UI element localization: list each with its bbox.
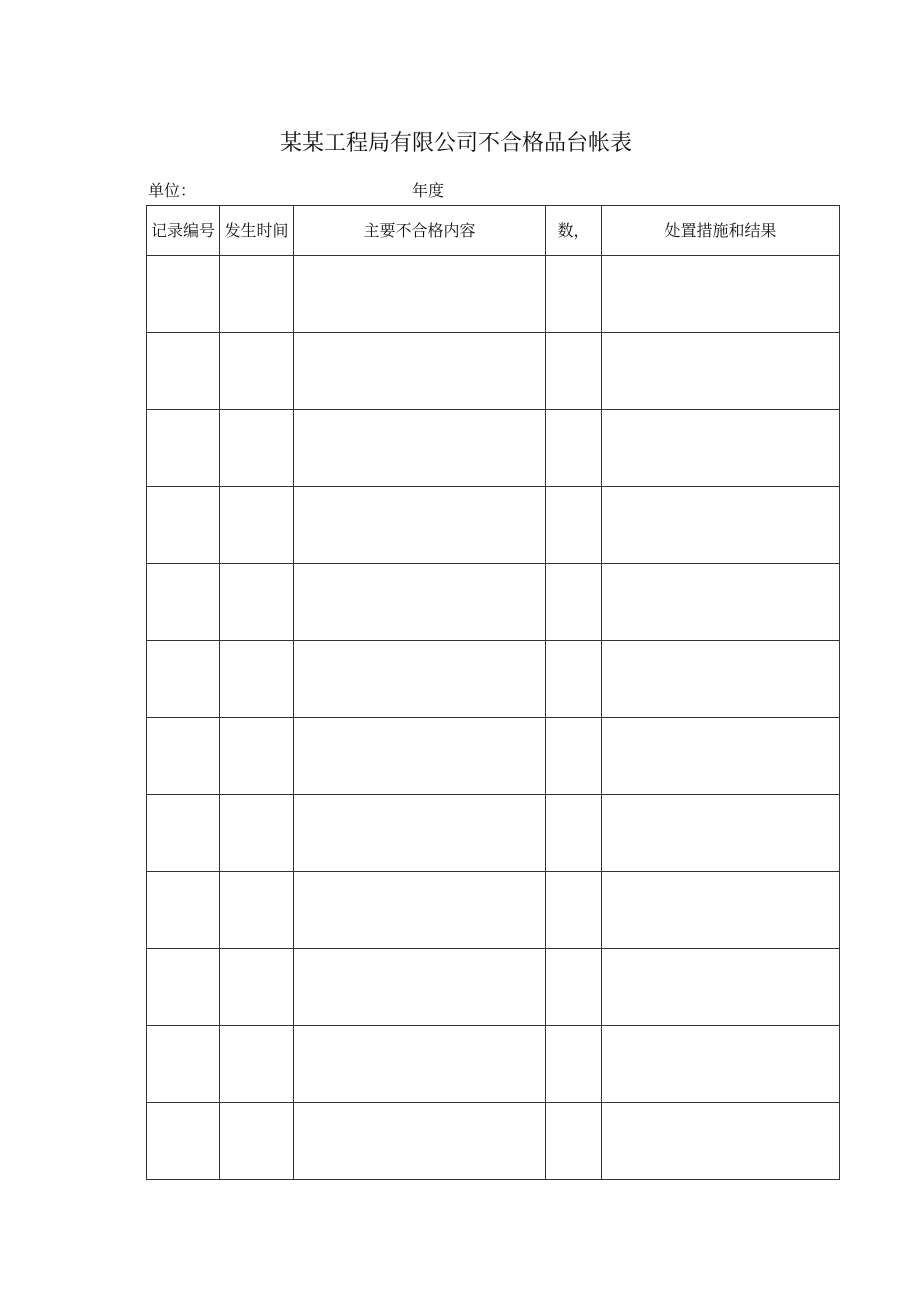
quantity-cell[interactable]	[546, 564, 602, 641]
quantity-cell[interactable]	[546, 718, 602, 795]
table-row	[147, 872, 840, 949]
nonconformity-cell[interactable]	[294, 410, 546, 487]
occurrence-time-cell[interactable]	[220, 1026, 294, 1103]
record-number-cell[interactable]	[147, 410, 220, 487]
occurrence-time-cell[interactable]	[220, 256, 294, 333]
nonconformity-cell[interactable]	[294, 641, 546, 718]
header-row	[147, 206, 840, 256]
record-number-cell[interactable]	[147, 795, 220, 872]
table-row	[147, 641, 840, 718]
record-number-cell[interactable]	[147, 949, 220, 1026]
quantity-cell[interactable]	[546, 333, 602, 410]
disposal-result-cell[interactable]	[602, 410, 840, 487]
nonconformity-cell[interactable]	[294, 333, 546, 410]
record-number-cell[interactable]	[147, 1103, 220, 1180]
occurrence-time-cell[interactable]	[220, 564, 294, 641]
table-row	[147, 795, 840, 872]
occurrence-time-cell[interactable]	[220, 872, 294, 949]
occurrence-time-cell[interactable]	[220, 333, 294, 410]
quantity-cell[interactable]	[546, 795, 602, 872]
table-row	[147, 333, 840, 410]
nonconformity-cell[interactable]	[294, 1103, 546, 1180]
record-number-cell[interactable]	[147, 1026, 220, 1103]
disposal-result-cell[interactable]	[602, 949, 840, 1026]
table-row	[147, 256, 840, 333]
record-number-cell[interactable]	[147, 256, 220, 333]
column-header-record-number: 记录编号	[147, 206, 220, 256]
quantity-cell[interactable]	[546, 872, 602, 949]
table-row	[147, 949, 840, 1026]
quantity-cell[interactable]	[546, 641, 602, 718]
quantity-cell[interactable]	[546, 1103, 602, 1180]
quantity-cell[interactable]	[546, 410, 602, 487]
table-row	[147, 410, 840, 487]
record-number-cell[interactable]	[147, 641, 220, 718]
table-row	[147, 487, 840, 564]
nonconformity-cell[interactable]	[294, 872, 546, 949]
disposal-result-cell[interactable]	[602, 333, 840, 410]
nonconformity-cell[interactable]	[294, 256, 546, 333]
record-number-cell[interactable]	[147, 333, 220, 410]
column-header-quantity: 数，	[546, 206, 602, 256]
disposal-result-cell[interactable]	[602, 564, 840, 641]
occurrence-time-cell[interactable]	[220, 641, 294, 718]
occurrence-time-cell[interactable]	[220, 949, 294, 1026]
column-header-occurrence-time: 发生时间	[220, 206, 294, 256]
quantity-cell[interactable]	[546, 487, 602, 564]
occurrence-time-cell[interactable]	[220, 487, 294, 564]
table-row	[147, 1103, 840, 1180]
occurrence-time-cell[interactable]	[220, 795, 294, 872]
disposal-result-cell[interactable]	[602, 256, 840, 333]
nonconformity-cell[interactable]	[294, 949, 546, 1026]
nonconformity-cell[interactable]	[294, 795, 546, 872]
year-label: 年度	[412, 181, 445, 200]
record-number-cell[interactable]	[147, 718, 220, 795]
record-number-cell[interactable]	[147, 564, 220, 641]
nonconformity-cell[interactable]	[294, 1026, 546, 1103]
disposal-result-cell[interactable]	[602, 872, 840, 949]
disposal-result-cell[interactable]	[602, 641, 840, 718]
disposal-result-cell[interactable]	[602, 1026, 840, 1103]
occurrence-time-cell[interactable]	[220, 1103, 294, 1180]
record-number-cell[interactable]	[147, 487, 220, 564]
quantity-cell[interactable]	[546, 949, 602, 1026]
nonconformity-cell[interactable]	[294, 564, 546, 641]
nonconformity-cell[interactable]	[294, 487, 546, 564]
disposal-result-cell[interactable]	[602, 718, 840, 795]
column-header-main-nonconformity: 主要不合格内容	[294, 206, 546, 256]
unit-label: 单位：	[148, 181, 197, 200]
nonconformity-cell[interactable]	[294, 718, 546, 795]
occurrence-time-cell[interactable]	[220, 410, 294, 487]
quantity-cell[interactable]	[546, 256, 602, 333]
table-row	[147, 564, 840, 641]
disposal-result-cell[interactable]	[602, 487, 840, 564]
quantity-cell[interactable]	[546, 1026, 602, 1103]
ledger-body	[147, 256, 840, 1180]
disposal-result-cell[interactable]	[602, 795, 840, 872]
occurrence-time-cell[interactable]	[220, 718, 294, 795]
table-row	[147, 1026, 840, 1103]
table-row	[147, 718, 840, 795]
record-number-cell[interactable]	[147, 872, 220, 949]
column-header-disposal-result: 处置措施和结果	[602, 206, 840, 256]
document-title: 某某工程局有限公司不合格品台帐表	[279, 131, 632, 156]
nonconforming-ledger-table	[146, 205, 840, 1180]
disposal-result-cell[interactable]	[602, 1103, 840, 1180]
